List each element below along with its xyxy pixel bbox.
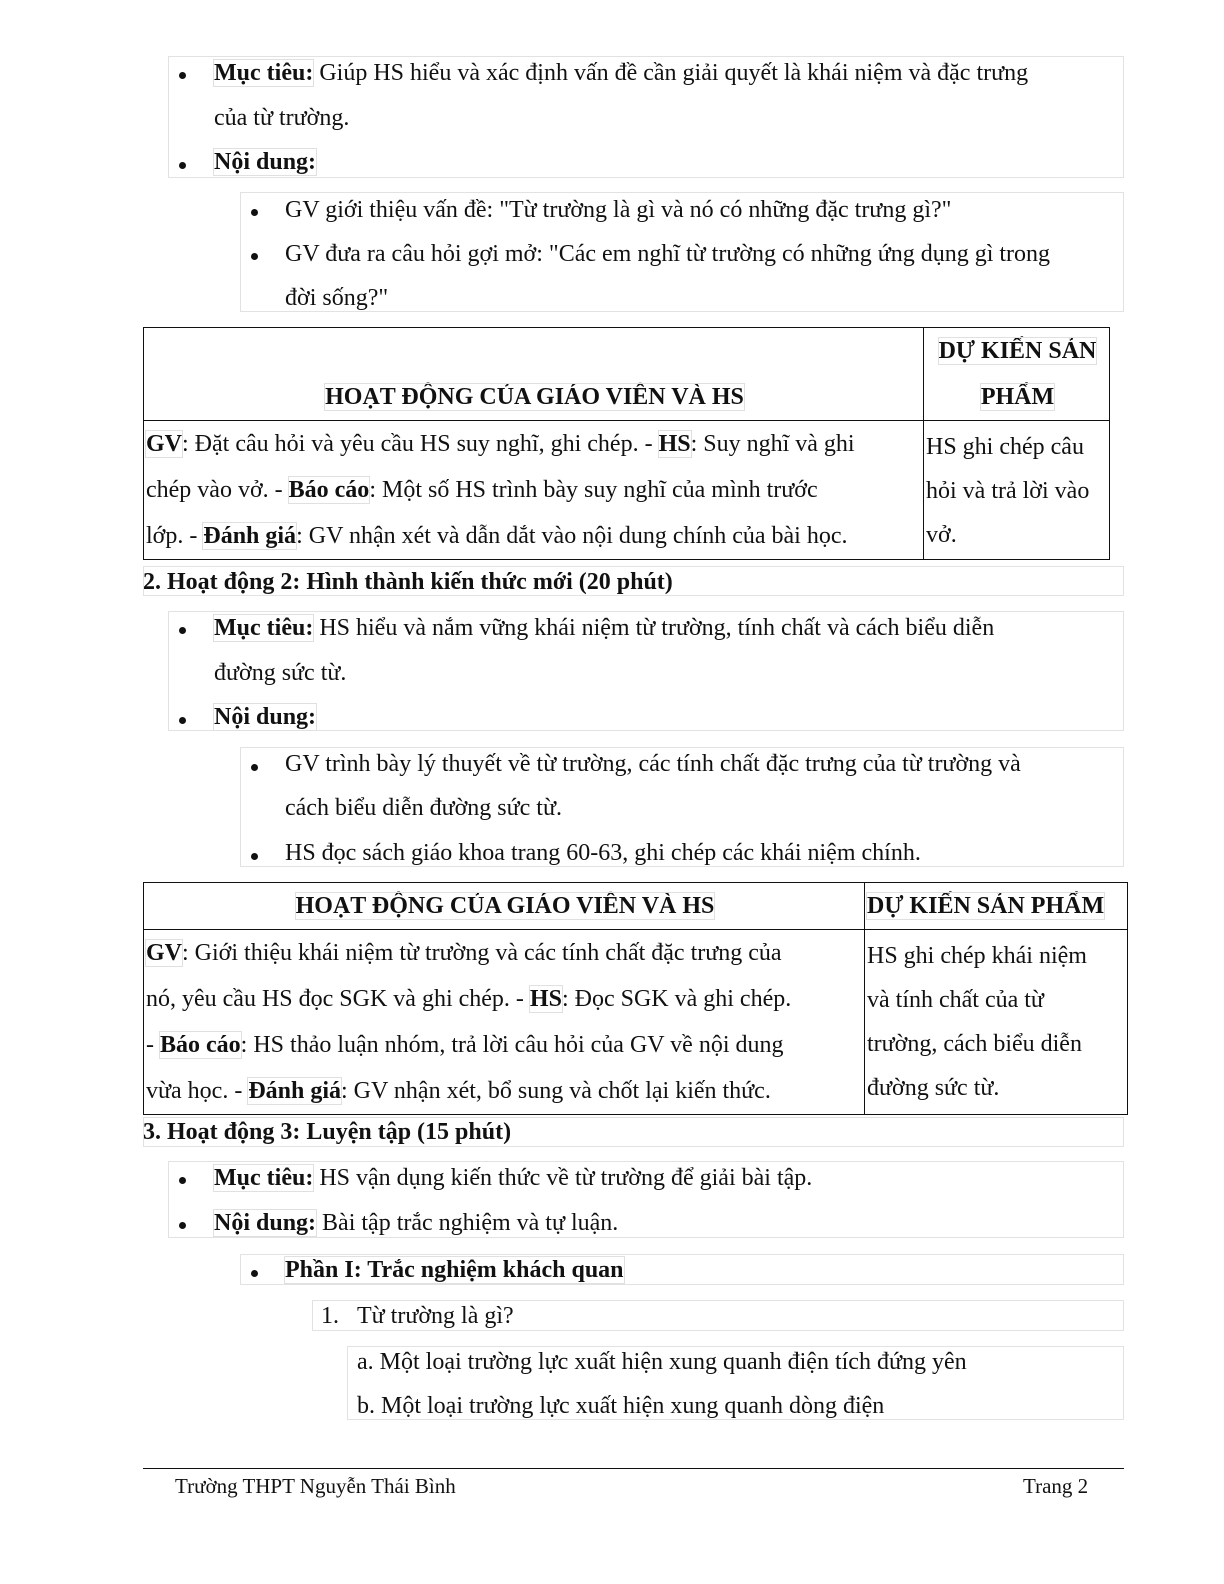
table1-activity-cell: GV: Đặt câu hỏi và yêu cầu HS suy nghĩ, ghi chép. - HS: Suy nghĩ và ghi chép vào vở. - Báo cáo: Một số HS trình bày suy nghĩ của mình trước lớp. - Đánh giá: GV nhận xét và dẫn dắt vào nội dung chính của bài học. [144,421,924,560]
table2-header-left: HOẠT ĐỘNG CỦA GIÁO VIÊN VÀ HS [144,883,865,930]
bullet-icon [251,209,258,216]
section2-sub1: GV trình bày lý thuyết về từ trường, các tính chất đặc trưng của từ trường và [285,751,1021,777]
bullet-icon [179,717,186,724]
bullet-icon [179,72,186,79]
bullet-icon [251,253,258,260]
bullet-icon [179,1177,186,1184]
section2-content-label: Nội dung: [214,704,317,730]
table1-header-right: DỰ KIẾN SẢN PHẨM [924,328,1110,421]
table2-header-right: DỰ KIẾN SẢN PHẨM [865,883,1128,930]
table1-product-cell: HS ghi chép câu hỏi và trả lời vào vở. [924,421,1110,560]
section1-goal-cont: của từ trường. [214,105,350,131]
heading-activity-2: 2. Hoạt động 2: Hình thành kiến thức mới (20 phút) [143,569,673,595]
question1-number: 1. [321,1303,339,1329]
activity-table-1 [143,327,1110,560]
footer-page-number: Trang 2 [1023,1474,1089,1498]
section1-content-label: Nội dung: [214,149,317,175]
section3-goal: Mục tiêu: HS vận dụng kiến thức về từ trường để giải bài tập. [214,1165,813,1191]
section1-sub1: GV giới thiệu vấn đề: "Từ trường là gì và nó có những đặc trưng gì?" [285,197,952,223]
bullet-icon [179,162,186,169]
footer-school: Trường THPT Nguyễn Thái Bình [175,1474,456,1498]
section3-content: Nội dung: Bài tập trắc nghiệm và tự luận. [214,1210,619,1236]
section1-sub2: GV đưa ra câu hỏi gợi mở: "Các em nghĩ từ trường có những ứng dụng gì trong [285,241,1051,267]
part1-heading: Phần I: Trắc nghiệm khách quan [285,1257,624,1283]
activity-table-2 [143,882,1128,1115]
bullet-icon [251,1270,258,1277]
section2-sub1-cont: cách biểu diễn đường sức từ. [285,795,562,821]
table2-product-cell: HS ghi chép khái niệm và tính chất của từ trường, cách biểu diễn đường sức từ. [865,930,1128,1115]
section2-sub2: HS đọc sách giáo khoa trang 60-63, ghi chép các khái niệm chính. [285,840,921,866]
option-b: b. Một loại trường lực xuất hiện xung quanh dòng điện [357,1393,885,1419]
heading-activity-3: 3. Hoạt động 3: Luyện tập (15 phút) [143,1119,512,1145]
section2-goal: Mục tiêu: HS hiểu và nắm vững khái niệm từ trường, tính chất và cách biểu diễn [214,615,995,641]
table2-activity-cell: GV: Giới thiệu khái niệm từ trường và các tính chất đặc trưng của nó, yêu cầu HS đọc SGK và ghi chép. - HS: Đọc SGK và ghi chép. - Báo cáo: HS thảo luận nhóm, trả lời câu hỏi của GV về nội dung vừa học. - Đánh giá: GV nhận xét, bổ sung và chốt lại kiến thức. [144,930,865,1115]
bullet-icon [179,1222,186,1229]
section2-goal-cont: đường sức từ. [214,660,347,686]
goal-label: Mục tiêu: [214,60,314,86]
question1-text: Từ trường là gì? [357,1303,514,1329]
bullet-icon [251,853,258,860]
bullet-icon [179,627,186,634]
section1-sub2-cont: đời sống?" [285,285,389,311]
table1-header-left: HOẠT ĐỘNG CỦA GIÁO VIÊN VÀ HS [144,328,924,421]
footer-divider [143,1468,1124,1469]
option-a: a. Một loại trường lực xuất hiện xung quanh điện tích đứng yên [357,1349,967,1375]
bullet-icon [251,764,258,771]
section1-goal: Mục tiêu: Giúp HS hiểu và xác định vấn đề cần giải quyết là khái niệm và đặc trưng [214,60,1029,86]
